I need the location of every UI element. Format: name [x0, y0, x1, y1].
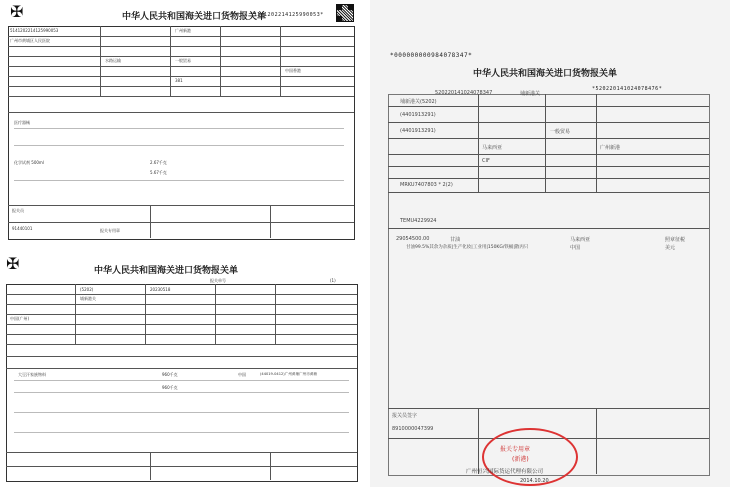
header-note: 报关单号 [210, 278, 226, 283]
stamp-label: 报关专用章 [100, 228, 120, 233]
shipper-country: 马来西亚 [482, 145, 503, 151]
barcode-small: *520220141024078476* [592, 86, 663, 92]
qr-code-icon [336, 4, 354, 22]
customs-form-bottom-left [0, 252, 362, 487]
trade-mode: 一般贸易 [550, 129, 571, 135]
port-name: 广州新港 [600, 145, 621, 151]
customs-form-top-left [0, 0, 362, 246]
page-number: (1) [330, 278, 336, 283]
goods-spec: 甘油99.5%其余为杂质|生产化妆|工业用|150KG/铁桶|散丙只 [406, 245, 529, 250]
goods-name: 大豆汗家族物料 [18, 372, 46, 377]
goods-qty-1: 2.67千克 [150, 160, 167, 165]
goods-code: 29054500.00 [396, 236, 430, 242]
trade-term: CIF [482, 158, 490, 164]
form-title: 中华人民共和国海关进口货物报关单 [94, 266, 239, 276]
entry-port: 埔新港关(5202) [400, 99, 437, 105]
customs-form-right [370, 0, 730, 487]
customs-name: 广州新港 [175, 28, 191, 33]
declarant-label: 报关员签字 [392, 413, 418, 419]
currency: 美元 [665, 245, 676, 251]
entry-port: 埔新港关 [80, 296, 96, 301]
barcode-text: *5141202214125990053* [250, 12, 324, 18]
declarant-label: 报关员 [12, 208, 24, 213]
goods-origin: 中国 [238, 372, 246, 377]
stamp-sub: (新港) [512, 456, 529, 463]
goods-origin: 马来西亚 [570, 237, 591, 243]
goods-qty-2: 5.67千克 [150, 170, 167, 175]
domestic-consignee-2: (4401913291) [400, 128, 436, 134]
consignee: 广州市黄埔区人民医院 [10, 38, 50, 43]
goods-usage: 照章征税 [665, 237, 686, 243]
company-name: 广州恒兴国际货运代理有限公司 [466, 469, 544, 475]
form-table [388, 94, 710, 476]
customs-name: 埔新港关 [520, 91, 541, 97]
customs-emblem-icon: ✠ [6, 254, 20, 273]
transport-mode: 水路运输 [105, 58, 121, 63]
pre-entry-no: 5141202214125990053 [10, 28, 59, 33]
goods-name: 甘油 [450, 237, 461, 243]
goods-qty-b: 960千克 [162, 385, 178, 390]
form-title: 中华人民共和国海关进口货物报关单 [122, 12, 267, 22]
footer-number: 91440101 [12, 226, 33, 231]
goods-qty: 960千克 [162, 372, 178, 377]
declare-date: 20230518 [150, 287, 171, 292]
port-code: (5202) [80, 287, 94, 292]
goods-destination: (44019-0412)广州黄埔广州市黄埔 [260, 372, 318, 376]
origin-country: 中国香港 [285, 68, 301, 73]
supervision-mode: 一般贸易 [175, 58, 191, 63]
domestic-consignee: (4401913291) [400, 112, 436, 118]
pre-entry-no: 520220141024078347 [435, 90, 493, 96]
consignee: 中国(广州) [10, 316, 30, 321]
container-no: MRKU7407803 * 2(2) [400, 182, 453, 188]
goods-destination: 中国 [570, 245, 581, 251]
barcode-text: *000000000984078347* [390, 52, 473, 59]
form-title: 中华人民共和国海关进口货物报关单 [473, 69, 618, 79]
sign-date: 2014.10.20 [520, 478, 549, 484]
customs-emblem-icon: ✠ [10, 2, 24, 21]
goods-item-2: 化学试剂 500ml [14, 160, 44, 165]
tax-number: 8910000047399 [392, 426, 434, 432]
goods-item-1: 医疗器械 [14, 120, 30, 125]
stamp-label: 报关专用章 [500, 446, 531, 453]
unit-price: 381 [175, 78, 183, 83]
bill-no: TEMU4229924 [400, 218, 437, 224]
